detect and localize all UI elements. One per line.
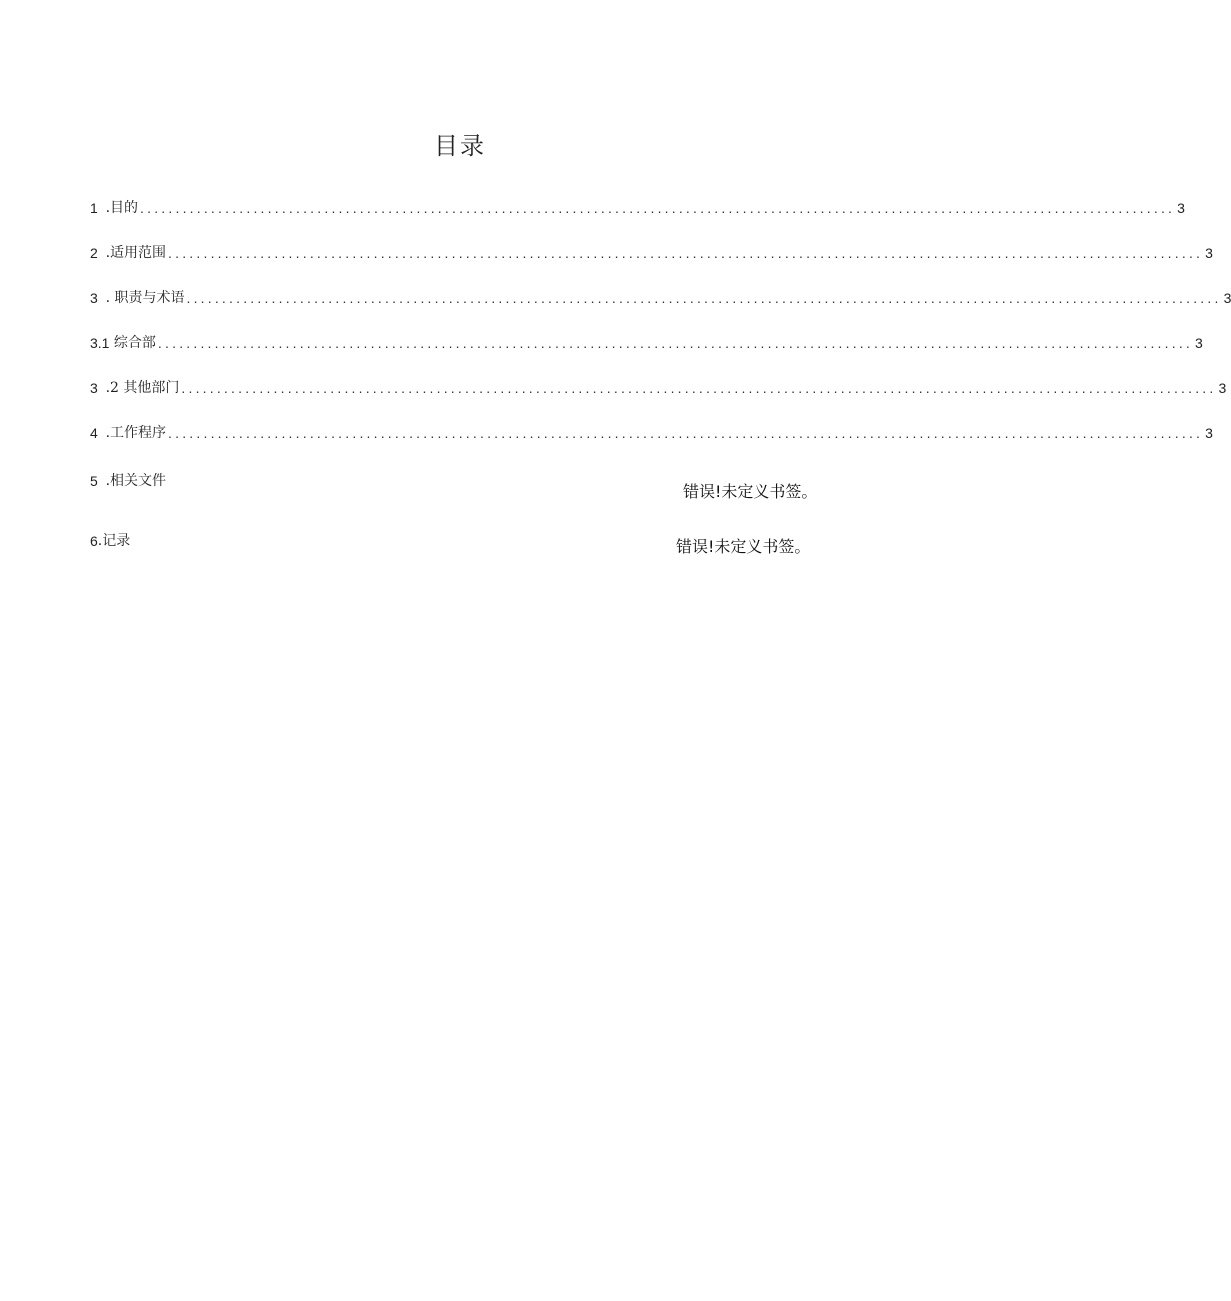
toc-entry-title: .适用范围 (105, 245, 167, 261)
toc-entry-number: 3.1 (90, 335, 110, 351)
toc-entry-number: 5 (90, 473, 106, 489)
toc-entry-title: .2 其他部门 (105, 380, 180, 396)
toc-entry-number: 4 (90, 425, 106, 441)
toc-entry-title: .相关文件 (105, 473, 167, 489)
toc-entry-page: 3 (1205, 425, 1213, 441)
toc-bookmark-error: 错误!未定义书签。 (683, 482, 818, 501)
toc-leader-dots: .................................................................................................................................................. (168, 245, 1204, 261)
toc-entry-page: 3 (1218, 380, 1227, 396)
toc-entry-title: .目的 (105, 200, 139, 216)
toc-entry-page: 3 (1205, 245, 1213, 261)
toc-leader-dots: .................................................................................................................................................. (186, 290, 1222, 306)
toc-entry-general-dept[interactable] (90, 332, 1203, 354)
toc-entry-page: 3 (1177, 200, 1185, 216)
toc-title: 目录 (434, 132, 486, 160)
toc-entry-number: 3 (90, 380, 106, 396)
toc-entry-title: .记录 (97, 533, 131, 549)
toc-entry-responsibilities[interactable] (90, 287, 1231, 309)
toc-entry-number: 1 (90, 200, 106, 216)
toc-leader-dots: .................................................................................................................................................. (168, 425, 1204, 441)
toc-leader-dots: .................................................................................................................................................. (157, 335, 1194, 351)
toc-entry-scope[interactable] (90, 242, 1213, 264)
toc-entry-purpose[interactable] (90, 197, 1185, 219)
toc-entry-other-depts[interactable] (90, 377, 1227, 399)
toc-entry-title: 综合部 (109, 335, 156, 351)
toc-entry-page: 3 (1223, 290, 1231, 306)
toc-entry-title: . 职责与术语 (105, 290, 185, 306)
toc-bookmark-error: 错误!未定义书签。 (676, 537, 811, 556)
toc-entry-title: .工作程序 (105, 425, 167, 441)
toc-entry-number: 6 (90, 533, 98, 549)
toc-entry-procedure[interactable] (90, 422, 1213, 444)
toc-entry-page: 3 (1195, 335, 1203, 351)
toc-entry-number: 2 (90, 245, 106, 261)
toc-leader-dots: .................................................................................................................................................. (140, 200, 1176, 216)
toc-entry-number: 3 (90, 290, 106, 306)
toc-leader-dots: .................................................................................................................................................. (181, 380, 1217, 396)
